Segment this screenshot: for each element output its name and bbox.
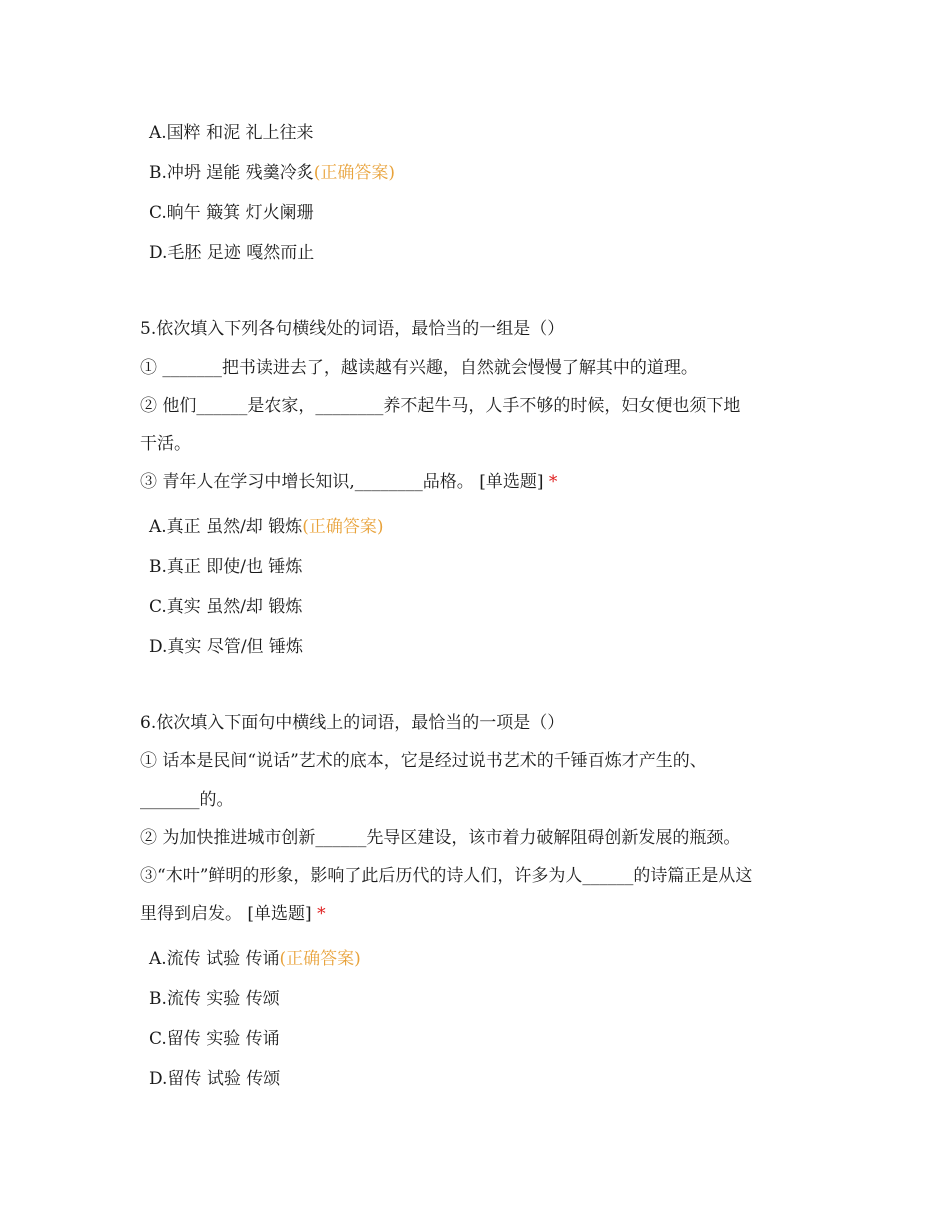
- required-mark: *: [548, 472, 558, 492]
- q5-stem: 5.依次填入下列各句横线处的词语，最恰当的一组是（）: [140, 319, 565, 339]
- q4-option-b[interactable]: [149, 161, 395, 185]
- correct-answer-tag: (正确答案): [279, 949, 361, 969]
- option-text: D.真实 尽管/但 锤炼: [149, 637, 303, 657]
- q6-sentence-1: ① 话本是民间“说话”艺术的底本，它是经过说书艺术的千锤百炼才产生的、: [140, 751, 707, 771]
- q5-option-d[interactable]: [149, 635, 303, 659]
- option-text: B.流传 实验 传颂: [149, 989, 280, 1009]
- required-mark: *: [317, 904, 326, 924]
- correct-answer-tag: (正确答案): [302, 517, 384, 537]
- option-text: A.流传 试验 传诵: [149, 949, 280, 969]
- q6-sentence-1-cont: _______的。: [140, 790, 234, 810]
- q5-sentence-3: [140, 470, 557, 494]
- q5-sentence-3-text: ③ 青年人在学习中增长知识,________品格。: [140, 472, 474, 492]
- q5-option-a[interactable]: [149, 515, 383, 539]
- option-text: D.留传 试验 传颂: [149, 1069, 281, 1089]
- correct-answer-tag: (正确答案): [313, 163, 395, 183]
- q5-option-c[interactable]: [149, 595, 302, 619]
- q5-sentence-2: ② 他们______是农家，________养不起牛马，人手不够的时候，妇女便也须下地: [140, 396, 741, 416]
- q6-stem: 6.依次填入下面句中横线上的词语，最恰当的一项是（）: [140, 713, 565, 733]
- q6-sentence-3-cont-text: 里得到启发。: [140, 904, 242, 924]
- q5-sentence-1: ① _______把书读进去了，越读越有兴趣，自然就会慢慢了解其中的道理。: [140, 358, 698, 378]
- q6-option-d[interactable]: [149, 1067, 280, 1091]
- q6-sentence-3: ③“木叶”鲜明的形象，影响了此后历代的诗人们，许多为人______的诗篇正是从这: [140, 866, 753, 886]
- q6-option-a[interactable]: [149, 947, 361, 971]
- q5-option-b[interactable]: [149, 555, 302, 579]
- option-text: C.留传 实验 传诵: [149, 1029, 280, 1049]
- option-text: C.晌午 簸箕 灯火阑珊: [149, 203, 314, 223]
- q6-option-b[interactable]: [149, 987, 280, 1011]
- option-text: D.毛胚 足迹 嘎然而止: [149, 243, 315, 263]
- question-type-tag: [单选题]: [247, 904, 312, 924]
- q4-option-c[interactable]: [149, 201, 314, 225]
- q6-option-c[interactable]: [149, 1027, 280, 1051]
- option-text: C.真实 虽然/却 锻炼: [149, 597, 303, 617]
- option-text: B.真正 即使/也 锤炼: [149, 557, 303, 577]
- question-type-tag: [单选题]: [479, 472, 544, 492]
- option-text: B.冲坍 逞能 残羹冷炙: [149, 163, 314, 183]
- q4-option-d[interactable]: [149, 241, 314, 265]
- q4-option-a[interactable]: [149, 121, 314, 145]
- option-text: A.真正 虽然/却 锻炼: [149, 517, 303, 537]
- q6-sentence-3-cont: [140, 902, 326, 926]
- q5-sentence-2-cont: 干活。: [140, 434, 191, 454]
- q6-sentence-2: ② 为加快推进城市创新______先导区建设，该市着力破解阻碍创新发展的瓶颈。: [140, 828, 741, 848]
- option-text: A.国粹 和泥 礼上往来: [149, 123, 314, 143]
